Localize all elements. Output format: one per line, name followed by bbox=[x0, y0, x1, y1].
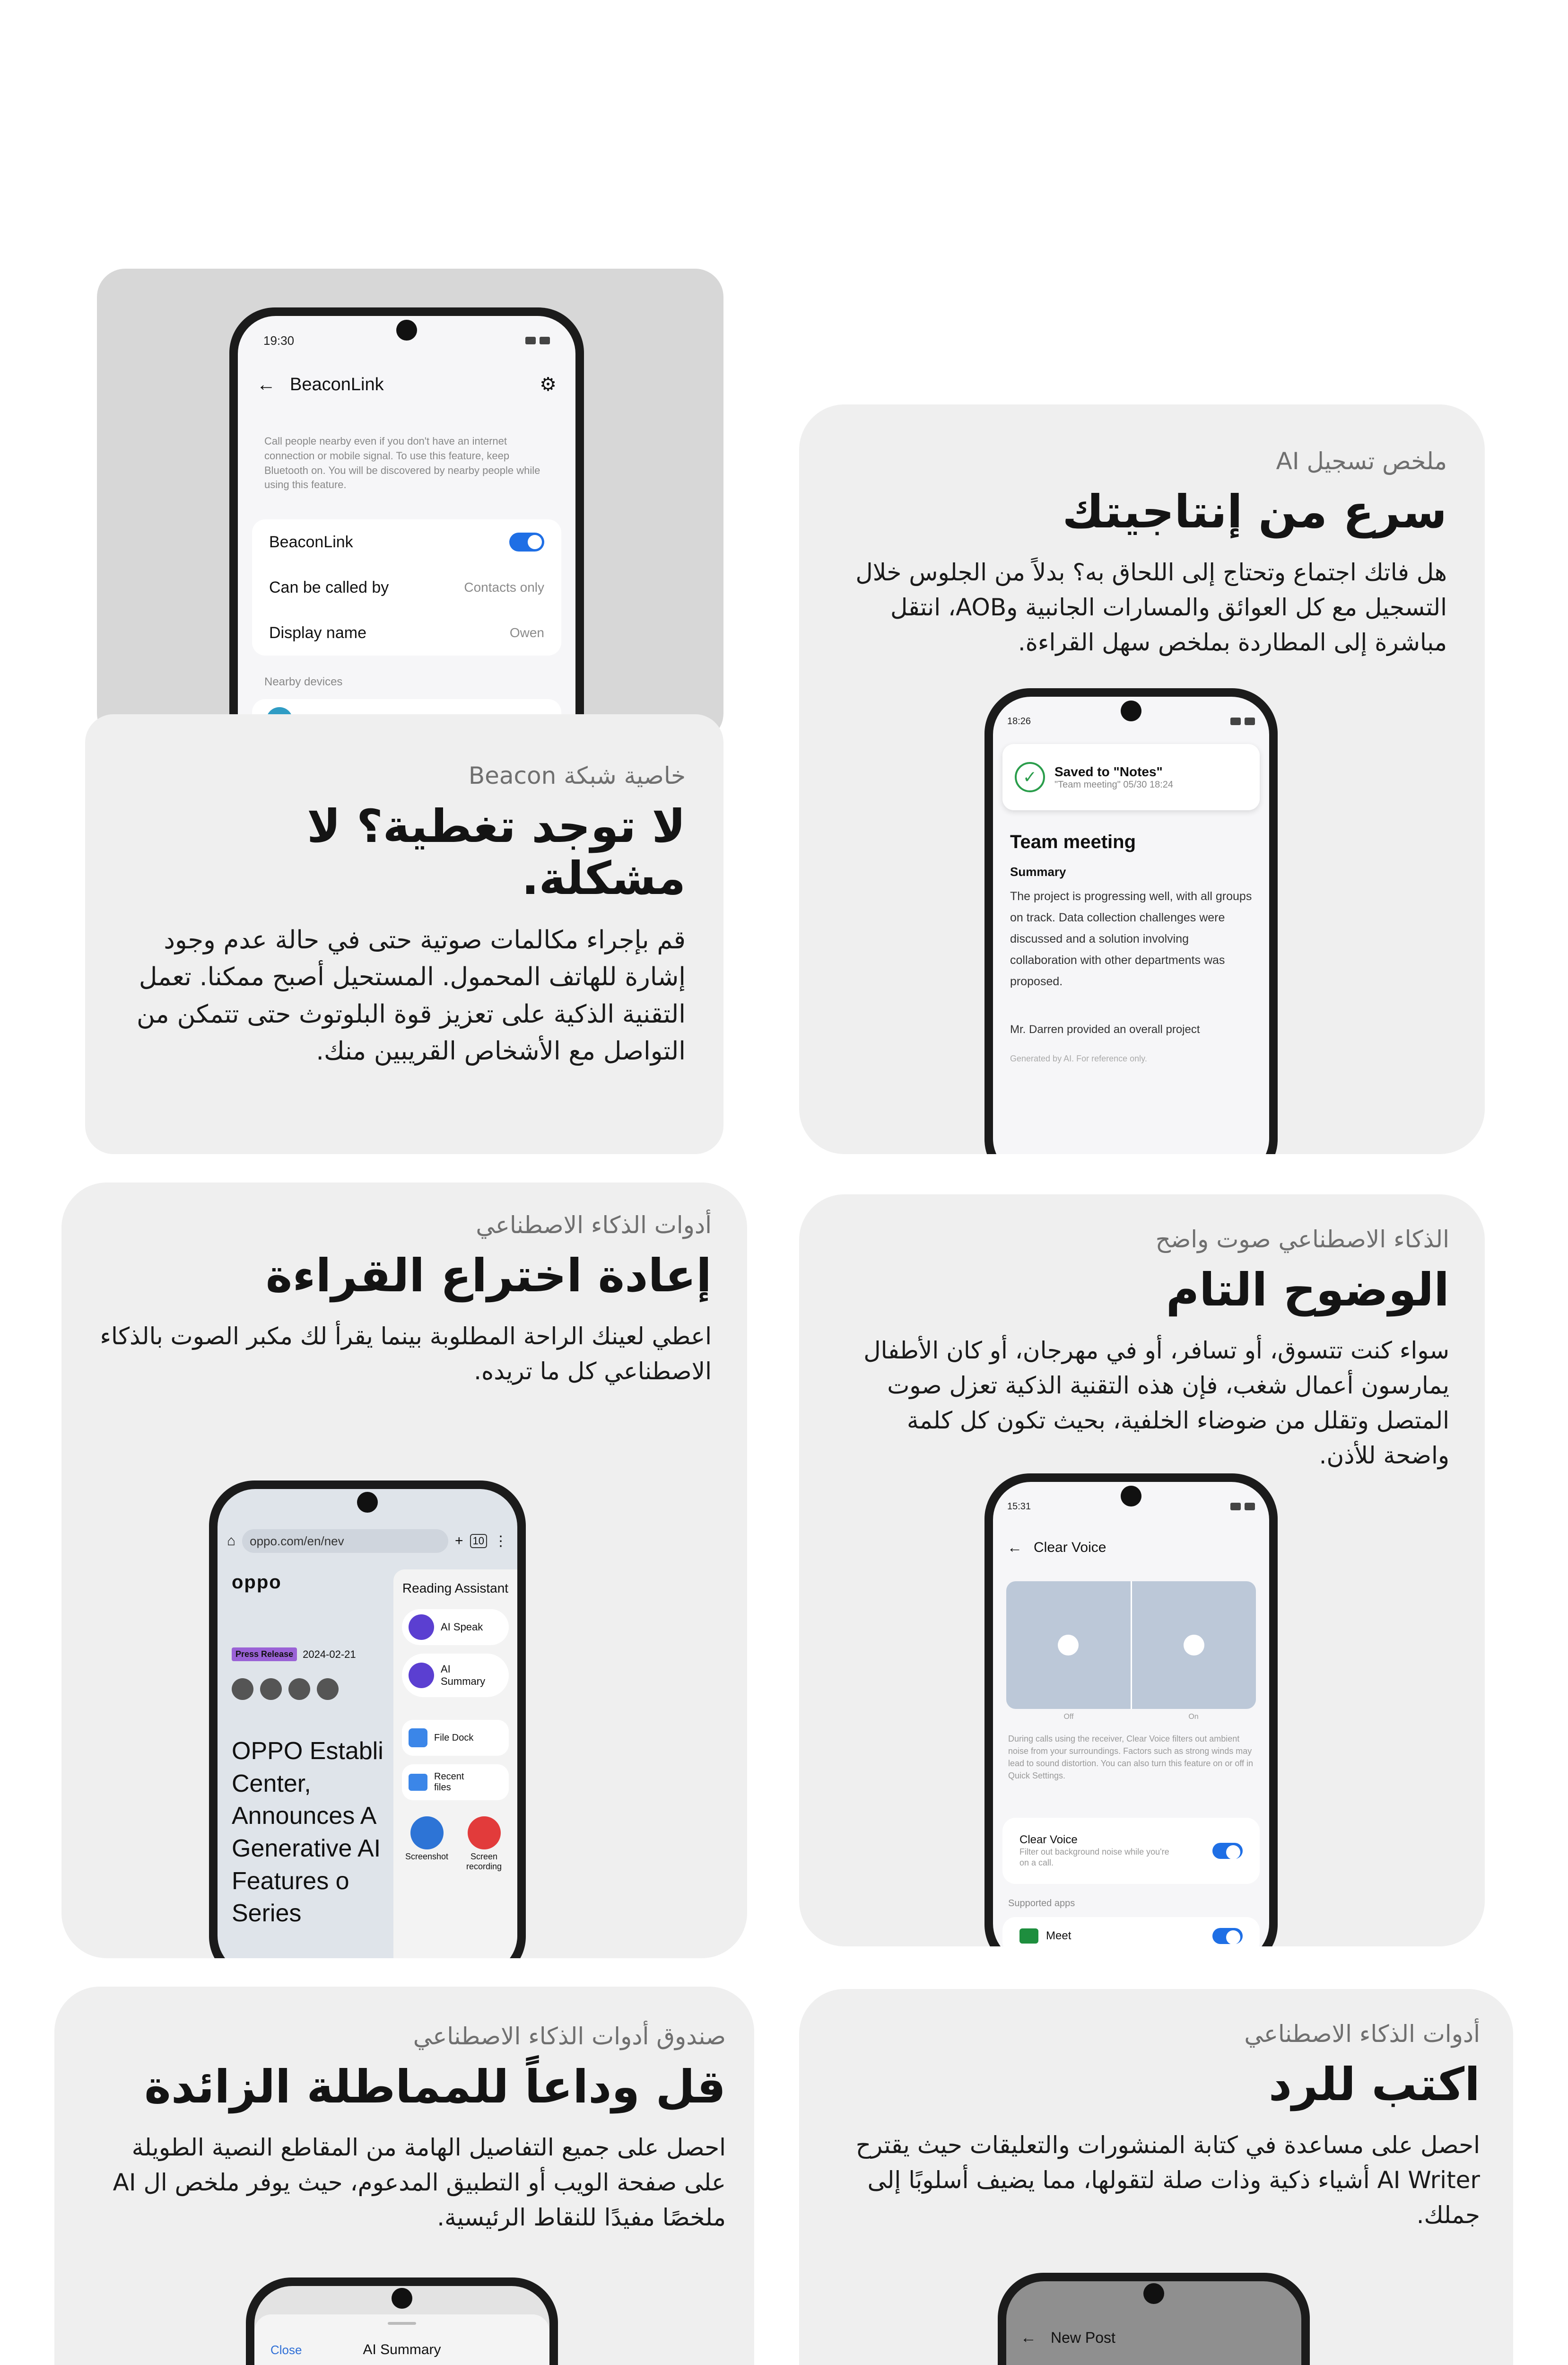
file-dock-icon bbox=[409, 1728, 427, 1747]
sheet-handle bbox=[388, 2322, 416, 2325]
share-icon[interactable] bbox=[317, 1678, 339, 1700]
meet-app-icon bbox=[1019, 1928, 1038, 1944]
card-headline: الوضوح التام bbox=[1166, 1263, 1449, 1316]
reading-phone bbox=[209, 1480, 526, 1958]
tool-label: File Dock bbox=[434, 1732, 474, 1743]
facebook-icon[interactable] bbox=[232, 1678, 253, 1700]
play-icon[interactable] bbox=[1058, 1635, 1079, 1656]
card-headline: لا توجد تغطية؟ لا مشكلة. bbox=[307, 800, 686, 905]
tool-label: Screen recording bbox=[466, 1852, 502, 1871]
card-body: سواء كنت تتسوق، أو تسافر، أو في مهرجان، أو كان الأطفال يمارسون أعمال شغب، فإن هذه التقنية الذكية تعزل صوت المتصل وتقلل من ضوضاء الخلفية، بحيث تكون كل كلمة واضحة للأذن. bbox=[863, 1337, 1449, 1470]
card-body: اعطي لعينك الراحة المطلوبة بينما يقرأ لك مكبر الصوت بالذكاء الاصطناعي كل ما تريده. bbox=[100, 1323, 712, 1385]
tool-label: Recent files bbox=[434, 1771, 464, 1793]
tool-label: AI Speak bbox=[441, 1621, 483, 1633]
card-eyebrow: خاصية شبكة Beacon bbox=[468, 762, 686, 789]
folder-icon bbox=[409, 1774, 427, 1791]
sheet-title: AI Summary bbox=[363, 2342, 441, 2357]
battery-icon bbox=[1245, 1503, 1255, 1510]
notes-screen bbox=[993, 697, 1269, 1154]
signal-icon bbox=[1230, 1503, 1241, 1510]
card-headline: اكتب للرد bbox=[1268, 2058, 1480, 2111]
home-icon[interactable]: ⌂ bbox=[227, 1533, 236, 1549]
back-arrow-icon[interactable]: ← bbox=[257, 374, 276, 395]
voice-description: During calls using the receiver, Clear Voice filters out ambient noise from your surroundings. Factors such as strong winds may lead to sound distortion. You can also turn this feature on or off in Quick Settings. bbox=[1008, 1734, 1254, 1781]
demo-on-panel[interactable] bbox=[1132, 1581, 1256, 1709]
screen-title: Clear Voice bbox=[1034, 1539, 1106, 1555]
card-headline: إعادة اختراع القراءة bbox=[265, 1249, 712, 1302]
site-logo: oppo bbox=[232, 1572, 282, 1593]
card-headline: قل وداعاً للمماطلة الزائدة bbox=[144, 2060, 726, 2113]
tool-label: AI Summary bbox=[441, 1663, 486, 1687]
panel-title: Reading Assistant bbox=[402, 1581, 509, 1595]
writer-card-text bbox=[837, 2020, 1480, 2233]
tabs-icon[interactable]: 10 bbox=[470, 1534, 487, 1548]
card-eyebrow: أدوات الذكاء الاصطناعي bbox=[476, 1211, 712, 1239]
record-icon bbox=[468, 1816, 501, 1849]
row-label: Display name bbox=[269, 623, 366, 642]
beaconlink-row[interactable] bbox=[252, 519, 561, 565]
signal-icon bbox=[1230, 718, 1241, 725]
signal-icon bbox=[525, 337, 536, 344]
ai-summary-button[interactable] bbox=[402, 1654, 509, 1697]
front-camera bbox=[396, 320, 417, 341]
voice-card-text bbox=[835, 1225, 1449, 1473]
toggle-subtitle: Filter out background noise while you're on a call. bbox=[1019, 1847, 1169, 1867]
summary-card-text bbox=[83, 2022, 726, 2235]
card-body: هل فاتك اجتماع وتحتاج إلى اللحاق به؟ بدلاً من الجلوس خلال التسجيل مع كل العوائق والمسارات الجانبية وAOB، انتقل مباشرة إلى المطاردة بملخص سهل القراءة. bbox=[855, 559, 1447, 657]
check-circle-icon: ✓ bbox=[1015, 762, 1045, 792]
card-eyebrow: ملخص تسجيل AI bbox=[1276, 447, 1447, 475]
app-name: Meet bbox=[1046, 1929, 1071, 1942]
battery-icon bbox=[1245, 718, 1255, 725]
recent-files-button[interactable] bbox=[402, 1764, 509, 1800]
beacon-description: Call people nearby even if you don't have an internet connection or mobile signal. To use this feature, keep Bluetooth on. You will be discovered by nearby people while using this feature. bbox=[264, 435, 540, 491]
nearby-label: Nearby devices bbox=[264, 675, 343, 688]
demo-off-panel[interactable] bbox=[1006, 1581, 1132, 1709]
article-date: 2024-02-21 bbox=[303, 1648, 356, 1660]
meet-app-row[interactable] bbox=[1002, 1917, 1260, 1946]
toggle-label: Clear Voice bbox=[1019, 1833, 1078, 1846]
article-headline: OPPO Establi Center, Announces A Generative AI Features o Series bbox=[232, 1737, 383, 1927]
off-label: Off bbox=[1063, 1713, 1074, 1721]
row-value: Contacts only bbox=[464, 580, 544, 595]
ai-writer-card bbox=[799, 1989, 1513, 2365]
front-camera bbox=[1143, 2283, 1164, 2304]
notes-phone bbox=[984, 688, 1278, 1154]
screen-title: New Post bbox=[1051, 2329, 1115, 2346]
clear-voice-toggle[interactable] bbox=[1212, 1843, 1243, 1859]
status-time: 15:31 bbox=[1007, 1501, 1031, 1512]
row-value: Owen bbox=[509, 625, 544, 640]
summary-phone bbox=[246, 2277, 558, 2365]
reading-assistant-panel bbox=[393, 1569, 517, 1958]
card-eyebrow: الذكاء الاصطناعي صوت واضح bbox=[1155, 1226, 1449, 1253]
summary-sheet bbox=[254, 2314, 549, 2365]
saved-toast[interactable] bbox=[1002, 744, 1260, 810]
recording-card-text bbox=[837, 447, 1447, 660]
new-tab-icon[interactable]: + bbox=[454, 1533, 463, 1549]
back-arrow-icon[interactable]: ← bbox=[1020, 2329, 1037, 2347]
recording-summary-card bbox=[799, 404, 1485, 1154]
screenshot-icon bbox=[410, 1816, 444, 1849]
row-label: BeaconLink bbox=[269, 533, 353, 551]
toast-title: Saved to "Notes" bbox=[1054, 764, 1163, 779]
note-title: Team meeting bbox=[1010, 832, 1136, 852]
press-release-badge: Press Release bbox=[232, 1647, 297, 1661]
summary-text: The project is progressing well, with all groups on track. Data collection challenges were discussed and a solution involving collaboration with other departments was proposed. bbox=[1010, 890, 1252, 988]
toast-subtitle: "Team meeting" 05/30 18:24 bbox=[1054, 779, 1174, 790]
beacon-phone bbox=[229, 307, 584, 780]
screen-recording-button[interactable] bbox=[458, 1816, 510, 1872]
file-dock-button[interactable] bbox=[402, 1720, 509, 1756]
front-camera bbox=[392, 2288, 412, 2309]
on-label: On bbox=[1188, 1713, 1199, 1721]
beaconlink-toggle[interactable] bbox=[509, 533, 544, 552]
beacon-card-text bbox=[132, 762, 686, 1070]
close-button[interactable]: Close bbox=[270, 2343, 302, 2357]
voice-phone bbox=[984, 1473, 1278, 1946]
front-camera bbox=[1121, 1486, 1141, 1507]
beacon-card bbox=[85, 714, 723, 1154]
mail-icon[interactable] bbox=[288, 1678, 310, 1700]
beacon-settings-group bbox=[252, 519, 561, 656]
menu-dots-icon[interactable]: ⋮ bbox=[494, 1533, 508, 1549]
card-body: قم بإجراء مكالمات صوتية حتى في حالة عدم وجود إشارة للهاتف المحمول. المستحيل أصبح ممكنا. تعمل التقنية الذكية على تعزيز قوة البلوتوث حتى تتمكن من التواصل مع الأشخاص القريبين منك. bbox=[136, 925, 686, 1066]
card-eyebrow: أدوات الذكاء الاصطناعي bbox=[1244, 2020, 1480, 2048]
clear-voice-toggle-row[interactable] bbox=[1002, 1818, 1260, 1884]
ai-speak-button[interactable] bbox=[402, 1609, 509, 1645]
status-time: 19:30 bbox=[263, 333, 295, 348]
card-headline: سرع من إنتاجيتك bbox=[1062, 485, 1447, 538]
summary-point: Mr. Darren provided an overall project bbox=[1010, 1023, 1200, 1036]
gear-icon[interactable]: ⚙ bbox=[540, 374, 557, 395]
url-text: oppo.com/en/nev bbox=[250, 1533, 344, 1548]
screen-title: BeaconLink bbox=[290, 374, 384, 394]
voice-screen bbox=[993, 1482, 1269, 1946]
writer-phone bbox=[998, 2273, 1310, 2365]
back-arrow-icon[interactable]: ← bbox=[1007, 1539, 1022, 1556]
reading-card bbox=[61, 1182, 747, 1958]
supported-apps-label: Supported apps bbox=[1008, 1898, 1075, 1909]
voice-demo-illustration[interactable] bbox=[1006, 1581, 1256, 1709]
play-icon[interactable] bbox=[1184, 1635, 1204, 1656]
clear-voice-card bbox=[799, 1194, 1485, 1946]
display-name-row[interactable] bbox=[252, 610, 561, 656]
browser-toolbar bbox=[227, 1527, 508, 1555]
summary-label: Summary bbox=[1010, 865, 1066, 879]
ai-disclaimer: Generated by AI. For reference only. bbox=[1010, 1054, 1147, 1063]
card-body: احصل على مساعدة في كتابة المنشورات والتعليقات حيث يقترح AI Writer أشياء ذكية وذات صلة لتقولها، مما يضيف أسلوبًا إلى جملك. bbox=[855, 2131, 1480, 2229]
x-icon[interactable] bbox=[260, 1678, 282, 1700]
reading-screen bbox=[218, 1489, 517, 1958]
front-camera bbox=[357, 1492, 378, 1513]
front-camera bbox=[1121, 701, 1141, 721]
ai-summary-card bbox=[54, 1987, 754, 2365]
called-by-row[interactable] bbox=[252, 565, 561, 610]
meet-toggle[interactable] bbox=[1212, 1928, 1243, 1944]
battery-icon bbox=[540, 337, 550, 344]
speak-icon bbox=[409, 1614, 434, 1640]
reading-card-text bbox=[97, 1211, 712, 1389]
card-body: احصل على جميع التفاصيل الهامة من المقاطع النصية الطويلة على صفحة الويب أو التطبيق المدعوم، حيث يوفر ملخص ال AI ملخصًا مفيدًا للنقاط الرئيسية. bbox=[113, 2134, 726, 2232]
row-label: Can be called by bbox=[269, 578, 389, 596]
url-bar[interactable] bbox=[242, 1529, 448, 1553]
card-eyebrow: صندوق أدوات الذكاء الاصطناعي bbox=[413, 2023, 726, 2050]
summary-icon bbox=[409, 1663, 434, 1688]
status-time: 18:26 bbox=[1007, 716, 1031, 727]
screenshot-button[interactable] bbox=[401, 1816, 453, 1872]
beacon-screen bbox=[238, 316, 575, 772]
tool-label: Screenshot bbox=[405, 1852, 449, 1861]
